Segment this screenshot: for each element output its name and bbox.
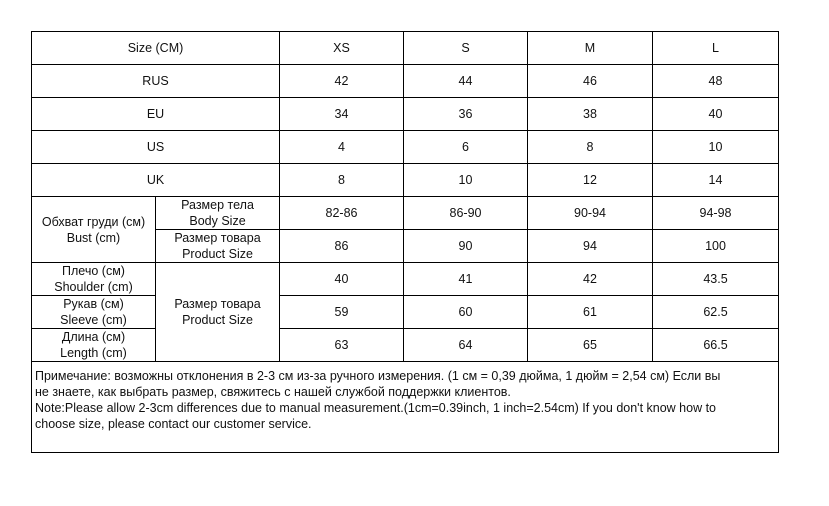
row-label-uk: UK	[32, 164, 280, 197]
cell-length-xs: 63	[280, 329, 404, 362]
row-label-sleeve	[32, 296, 156, 329]
cell-rus-m: 46	[528, 65, 653, 98]
row-label-eu: EU	[32, 98, 280, 131]
cell-uk-s: 10	[404, 164, 528, 197]
note-ru-line-2: не знаете, как выбрать размер, свяжитесь с нашей службой поддержки клиентов.	[35, 385, 511, 399]
shoulder-label-ru: Плечо (см)	[62, 264, 125, 278]
row-label-length	[32, 329, 156, 362]
cell-us-s: 6	[404, 131, 528, 164]
cell-sleeve-xs: 59	[280, 296, 404, 329]
sleeve-label-en: Sleeve (cm)	[60, 313, 127, 327]
table-row-uk	[32, 164, 779, 197]
table-row-note	[32, 362, 779, 453]
bust-label-en: Bust (cm)	[66, 230, 121, 245]
body-size-label-en: Body Size	[189, 214, 246, 228]
cell-eu-s: 36	[404, 98, 528, 131]
table-row-sleeve	[32, 296, 779, 329]
cell-us-l: 10	[653, 131, 779, 164]
cell-length-l: 66.5	[653, 329, 779, 362]
cell-length-m: 65	[528, 329, 653, 362]
cell-us-m: 8	[528, 131, 653, 164]
length-label-ru: Длина (см)	[61, 330, 126, 344]
sub-label-body-size	[156, 197, 280, 230]
header-size-label: Size (CM)	[32, 32, 280, 65]
cell-uk-l: 14	[653, 164, 779, 197]
sleeve-label-ru: Рукав (см)	[63, 297, 124, 311]
table-row-length	[32, 329, 779, 362]
note-en-line-2: choose size, please contact our customer service.	[35, 417, 312, 431]
row-label-shoulder	[32, 263, 156, 296]
cell-rus-xs: 42	[280, 65, 404, 98]
cell-sleeve-s: 60	[404, 296, 528, 329]
sub-label-garment-product-size	[156, 263, 280, 362]
header-size-m: M	[528, 32, 653, 65]
cell-length-s: 64	[404, 329, 528, 362]
table-row-shoulder	[32, 263, 779, 296]
note-ru-line-1: Примечание: возможны отклонения в 2-3 см из-за ручного измерения. (1 см = 0,39 дюйма, 1 дюйм = 2,54 см) Если вы	[35, 369, 721, 383]
cell-bust-body-xs: 82-86	[280, 197, 404, 230]
cell-eu-xs: 34	[280, 98, 404, 131]
cell-shoulder-m: 42	[528, 263, 653, 296]
row-label-rus: RUS	[32, 65, 280, 98]
shoulder-label-en: Shoulder (cm)	[54, 280, 133, 294]
garment-product-size-label-en: Product Size	[182, 313, 253, 327]
cell-sleeve-m: 61	[528, 296, 653, 329]
cell-rus-s: 44	[404, 65, 528, 98]
garment-product-size-label-ru: Размер товара	[174, 297, 261, 311]
cell-bust-body-l: 94-98	[653, 197, 779, 230]
cell-bust-body-s: 86-90	[404, 197, 528, 230]
cell-bust-product-l: 100	[653, 230, 779, 263]
note-en-line-1: Note:Please allow 2-3cm differences due to manual measurement.(1cm=0.39inch, 1 inch=2.54cm) If you don't know how to	[35, 401, 716, 415]
product-size-label-ru: Размер товара	[174, 231, 261, 245]
cell-rus-l: 48	[653, 65, 779, 98]
row-label-bust	[32, 197, 156, 263]
table-row-rus	[32, 65, 779, 98]
cell-us-xs: 4	[280, 131, 404, 164]
table-header-row	[32, 32, 779, 65]
cell-sleeve-l: 62.5	[653, 296, 779, 329]
table-row-bust-body	[32, 197, 779, 230]
cell-bust-product-m: 94	[528, 230, 653, 263]
measurement-note	[32, 362, 779, 453]
header-size-l: L	[653, 32, 779, 65]
sub-label-product-size	[156, 230, 280, 263]
cell-shoulder-l: 43.5	[653, 263, 779, 296]
header-size-xs: XS	[280, 32, 404, 65]
cell-uk-m: 12	[528, 164, 653, 197]
cell-shoulder-xs: 40	[280, 263, 404, 296]
header-size-s: S	[404, 32, 528, 65]
cell-eu-m: 38	[528, 98, 653, 131]
table-row-eu	[32, 98, 779, 131]
table-row-us	[32, 131, 779, 164]
length-label-en: Length (cm)	[60, 346, 127, 360]
cell-bust-product-s: 90	[404, 230, 528, 263]
cell-shoulder-s: 41	[404, 263, 528, 296]
cell-bust-body-m: 90-94	[528, 197, 653, 230]
size-chart-table	[31, 31, 779, 453]
body-size-label-ru: Размер тела	[181, 198, 254, 212]
cell-bust-product-xs: 86	[280, 230, 404, 263]
bust-label-ru: Обхват груди (см)	[41, 214, 146, 229]
row-label-us: US	[32, 131, 280, 164]
product-size-label-en: Product Size	[182, 247, 253, 261]
cell-eu-l: 40	[653, 98, 779, 131]
cell-uk-xs: 8	[280, 164, 404, 197]
